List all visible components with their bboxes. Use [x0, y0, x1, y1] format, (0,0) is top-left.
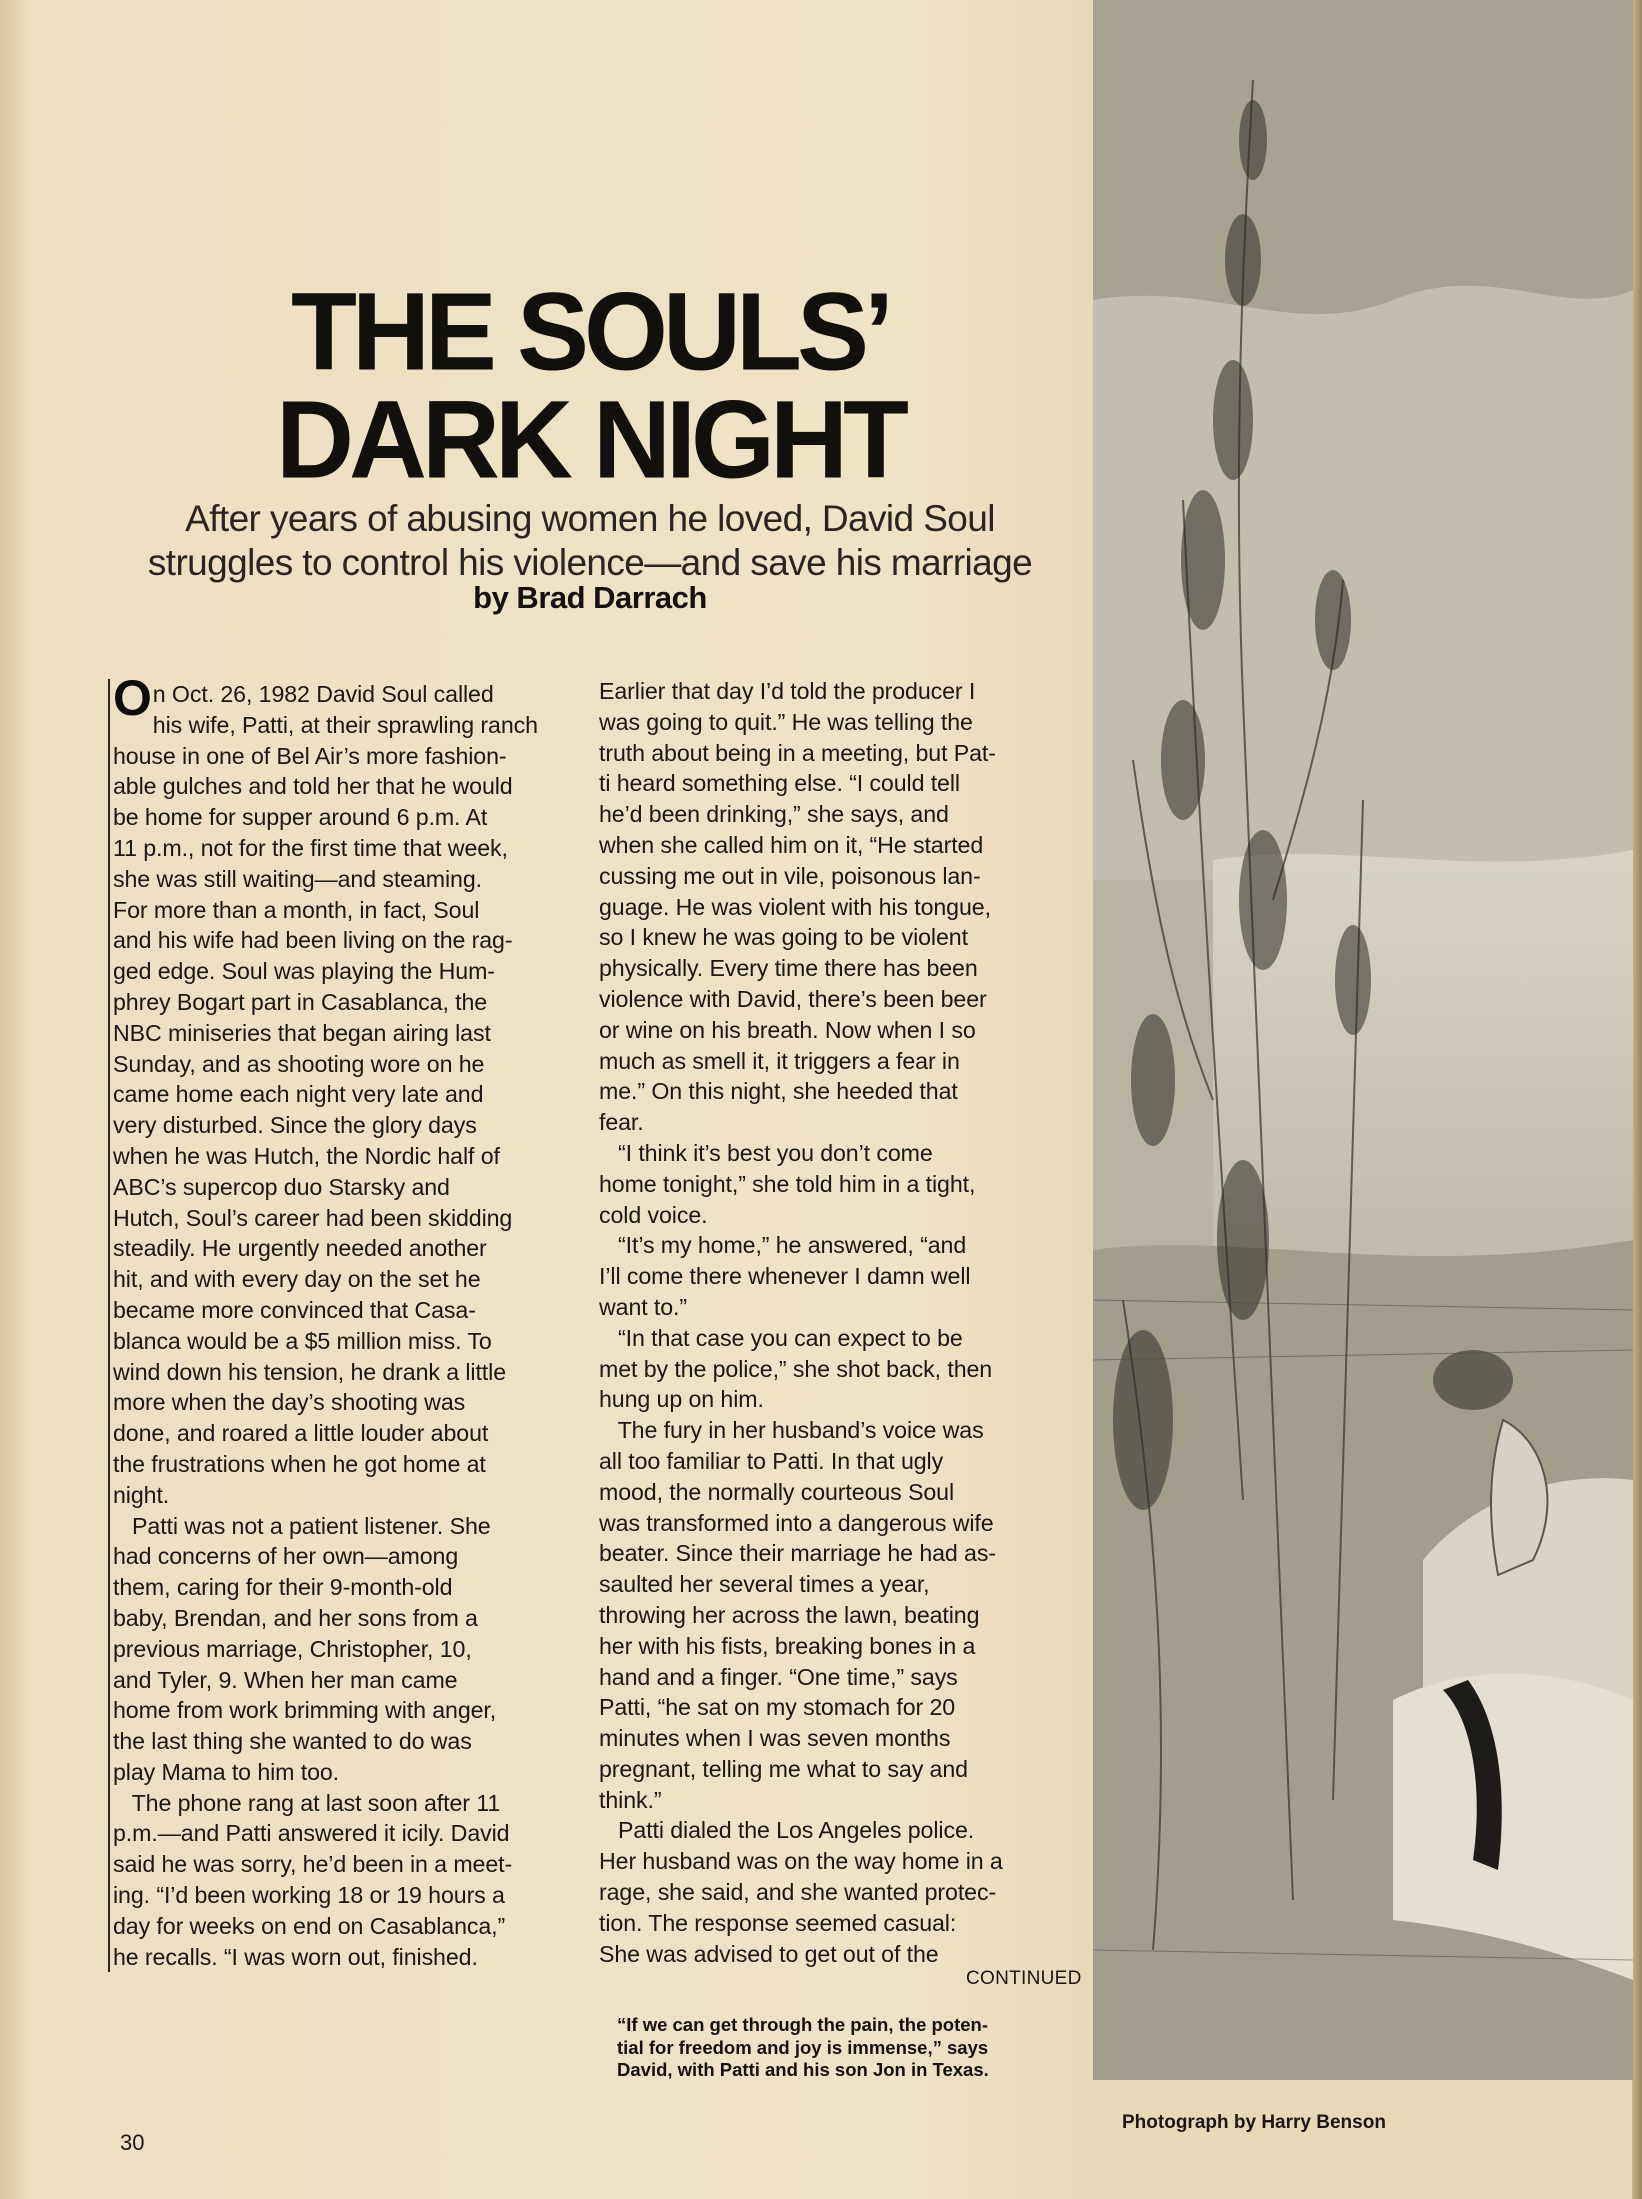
body-line: ABC’s supercop duo Starsky and — [113, 1173, 450, 1200]
body-line: his wife, Patti, at their sprawling ranch — [152, 711, 538, 738]
column-1-text — [113, 670, 583, 1972]
continued-label: CONTINUED — [966, 1968, 1082, 1989]
caption-line: “If we can get through the pain, the poten- — [617, 2014, 989, 2035]
body-line: blanca would be a $5 million miss. To — [113, 1327, 492, 1354]
deck-line-2: struggles to control his violence—and save his marriage — [147, 542, 1033, 583]
body-line: play Mama to him too. — [113, 1758, 340, 1785]
body-line: or wine on his breath. Now when I so — [599, 1016, 976, 1043]
body-line: “I think it’s best you don’t come — [599, 1139, 933, 1166]
body-line: phrey Bogart part in Casablanca, the — [113, 988, 488, 1015]
body-line: was going to quit.” He was telling the — [599, 708, 973, 735]
body-line: The fury in her husband’s voice was — [599, 1417, 984, 1444]
body-line: want to.” — [599, 1293, 688, 1320]
deck-subtitle — [100, 497, 1080, 585]
body-line: Hutch, Soul’s career had been skidding — [113, 1204, 513, 1231]
body-line: fear. — [599, 1109, 644, 1136]
body-line: became more convinced that Casa- — [113, 1296, 476, 1323]
body-line: ing. “I’d been working 18 or 19 hours a — [113, 1882, 505, 1909]
body-line: and his wife had been living on the rag- — [113, 927, 513, 954]
body-line: saulted her several times a year, — [599, 1571, 930, 1598]
body-column-1 — [108, 670, 583, 1972]
body-line: so I knew he was going to be violent — [599, 924, 968, 951]
body-line: more when the day’s shooting was — [113, 1389, 466, 1416]
body-line: violence with David, there’s been beer — [599, 985, 987, 1012]
body-line: hung up on him. — [599, 1386, 764, 1413]
body-line: guage. He was violent with his tongue, — [599, 893, 991, 920]
headline-line-2: DARK NIGHT — [276, 377, 904, 502]
body-line: truth about being in a meeting, but Pat- — [599, 739, 996, 766]
column-2-text — [599, 676, 1089, 1969]
body-line: throwing her across the lawn, beating — [599, 1601, 980, 1628]
body-line: said he was sorry, he’d been in a meet- — [113, 1851, 513, 1878]
body-line: he’d been drinking,” she says, and — [599, 801, 949, 828]
body-line: Her husband was on the way home in a — [599, 1848, 1003, 1875]
page-number: 30 — [120, 2130, 145, 2155]
body-line: day for weeks on end on Casablanca,” — [113, 1912, 506, 1939]
body-line: pregnant, telling me what to say and — [599, 1755, 968, 1782]
body-line: her with his fists, breaking bones in a — [599, 1632, 976, 1659]
body-line: the frustrations when he got home at — [113, 1450, 486, 1477]
body-line: Sunday, and as shooting wore on he — [113, 1050, 485, 1077]
body-column-2 — [599, 676, 1089, 1969]
photo-credit: Photograph by Harry Benson — [1122, 2112, 1386, 2133]
body-line: she was still waiting—and steaming. — [113, 865, 482, 892]
body-line: ged edge. Soul was playing the Hum- — [113, 958, 495, 985]
body-line: Patti was not a patient listener. She — [113, 1512, 491, 1539]
drop-cap: O — [113, 670, 152, 726]
body-line: Patti dialed the Los Angeles police. — [599, 1817, 975, 1844]
body-line: The phone rang at last soon after 11 — [113, 1789, 501, 1816]
body-line: hand and a finger. “One time,” says — [599, 1663, 958, 1690]
body-line: “In that case you can expect to be — [599, 1324, 963, 1351]
body-line: much as smell it, it triggers a fear in — [599, 1047, 960, 1074]
body-line: home from work brimming with anger, — [113, 1697, 497, 1724]
article-photo — [1093, 0, 1633, 2080]
body-line: I’ll come there whenever I damn well — [599, 1263, 971, 1290]
body-line: night. — [113, 1481, 170, 1508]
caption-line: David, with Patti and his son Jon in Texas. — [617, 2059, 989, 2080]
caption-line: tial for freedom and joy is immense,” says — [617, 2036, 989, 2058]
body-line: physically. Every time there has been — [599, 955, 978, 982]
body-line: when she called him on it, “He started — [599, 831, 984, 858]
body-line: able gulches and told her that he would — [113, 773, 513, 800]
headline — [200, 269, 980, 502]
caption-text — [617, 2014, 1097, 2082]
body-line: hit, and with every day on the set he — [113, 1266, 481, 1293]
body-line: She was advised to get out of the — [599, 1940, 939, 1967]
body-line: n Oct. 26, 1982 David Soul called — [152, 681, 494, 707]
body-line: cussing me out in vile, poisonous lan- — [599, 862, 981, 889]
body-line: was transformed into a dangerous wife — [599, 1509, 994, 1536]
body-line: Patti, “he sat on my stomach for 20 — [599, 1694, 956, 1721]
headline-line-1: THE SOULS’ — [290, 269, 890, 394]
body-line: Earlier that day I’d told the producer I — [599, 678, 976, 704]
body-line: ti heard something else. “I could tell — [599, 770, 960, 797]
body-line: baby, Brendan, and her sons from a — [113, 1604, 478, 1631]
body-line: wind down his tension, he drank a little — [113, 1358, 506, 1385]
body-line: tion. The response seemed casual: — [599, 1909, 957, 1936]
body-line: steadily. He urgently needed another — [113, 1235, 487, 1262]
body-line: cold voice. — [599, 1201, 708, 1228]
photo-illustration — [1093, 0, 1633, 2080]
body-line: done, and roared a little louder about — [113, 1420, 489, 1447]
body-line: them, caring for their 9-month-old — [113, 1574, 453, 1601]
body-line: previous marriage, Christopher, 10, — [113, 1635, 472, 1662]
body-line: met by the police,” she shot back, then — [599, 1355, 993, 1382]
body-line: beater. Since their marriage he had as- — [599, 1540, 996, 1567]
body-line: minutes when I was seven months — [599, 1725, 951, 1752]
photo-caption — [617, 2014, 1097, 2082]
body-line: me.” On this night, she heeded that — [599, 1078, 958, 1105]
body-line: came home each night very late and — [113, 1081, 484, 1108]
body-line: house in one of Bel Air’s more fashion- — [113, 742, 507, 769]
body-line: had concerns of her own—among — [113, 1543, 459, 1570]
page-edge — [1632, 0, 1642, 2199]
body-line: when he was Hutch, the Nordic half of — [113, 1142, 500, 1169]
body-line: think.” — [599, 1786, 662, 1813]
body-line: p.m.—and Patti answered it icily. David — [113, 1820, 510, 1847]
body-line: For more than a month, in fact, Soul — [113, 896, 480, 923]
body-line: home tonight,” she told him in a tight, — [599, 1170, 976, 1197]
body-line: all too familiar to Patti. In that ugly — [599, 1447, 944, 1474]
body-line: “It’s my home,” he answered, “and — [599, 1232, 967, 1259]
body-line: 11 p.m., not for the first time that week, — [113, 834, 508, 861]
body-line: and Tyler, 9. When her man came — [113, 1666, 458, 1693]
body-line: very disturbed. Since the glory days — [113, 1112, 477, 1139]
body-line: he recalls. “I was worn out, finished. — [113, 1943, 478, 1970]
body-line: mood, the normally courteous Soul — [599, 1478, 955, 1505]
body-line: be home for supper around 6 p.m. At — [113, 804, 488, 831]
body-line: the last thing she wanted to do was — [113, 1728, 472, 1755]
byline: by Brad Darrach — [473, 580, 707, 615]
deck-line-1: After years of abusing women he loved, David Soul — [185, 498, 995, 539]
body-line: rage, she said, and she wanted protec- — [599, 1879, 997, 1906]
body-line: NBC miniseries that began airing last — [113, 1019, 491, 1046]
